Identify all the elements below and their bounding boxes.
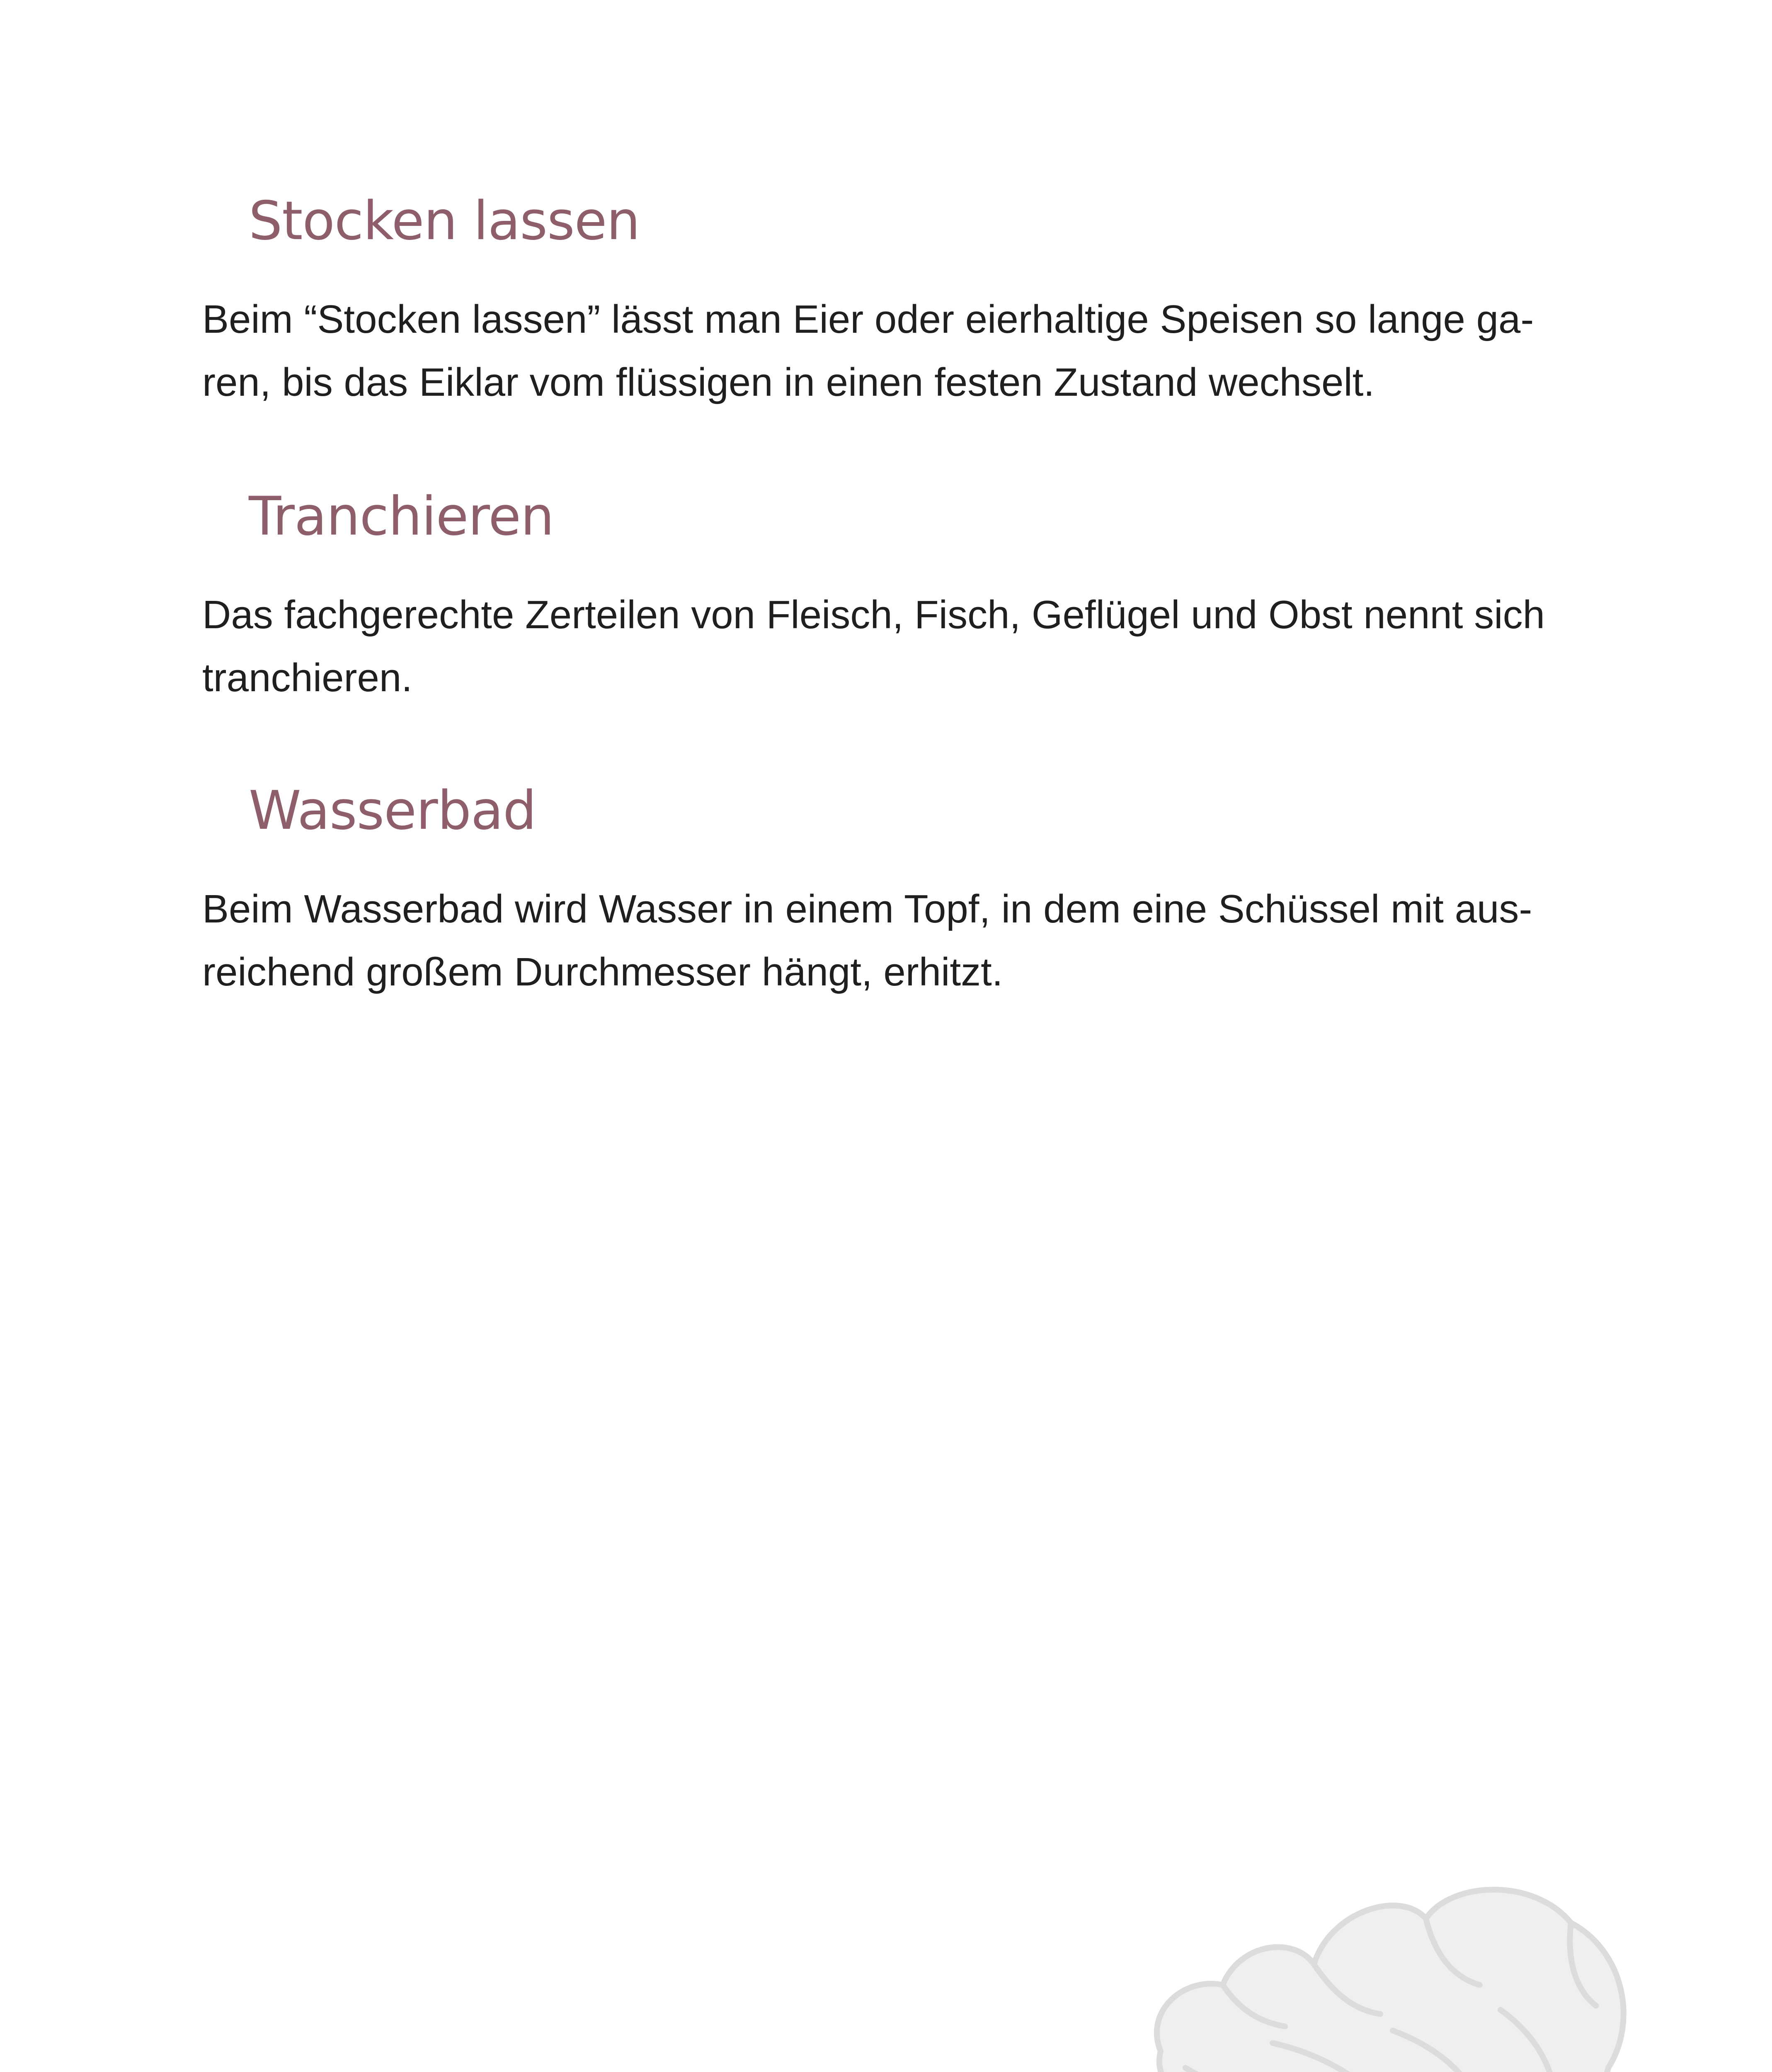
paragraph-line: Das fachgerechte Zerteilen von Fleisch, Fisch, Geflügel und Obst nennt sich (202, 593, 1545, 637)
paragraph-line: Beim “Stocken lassen” lässt man Eier oder eierhaltige Speisen so lange ga- (202, 297, 1534, 341)
paragraph-line: ren, bis das Eiklar vom flüssigen in einen festen Zustand wechselt. (202, 360, 1375, 404)
paragraph-line: tranchieren. (202, 656, 412, 700)
chef-hat-icon (1136, 1873, 1650, 2072)
section-heading: Tranchieren (249, 486, 554, 547)
section-heading: Stocken lassen (249, 190, 640, 252)
paragraph-line: Beim Wasserbad wird Wasser in einem Topf, in dem eine Schüssel mit aus- (202, 887, 1532, 931)
section-paragraph (202, 878, 1570, 1004)
section-paragraph (202, 288, 1570, 414)
section-paragraph (202, 583, 1570, 709)
section-heading: Wasserbad (249, 780, 536, 842)
paragraph-line: reichend großem Durchmesser hängt, erhitzt. (202, 950, 1003, 994)
